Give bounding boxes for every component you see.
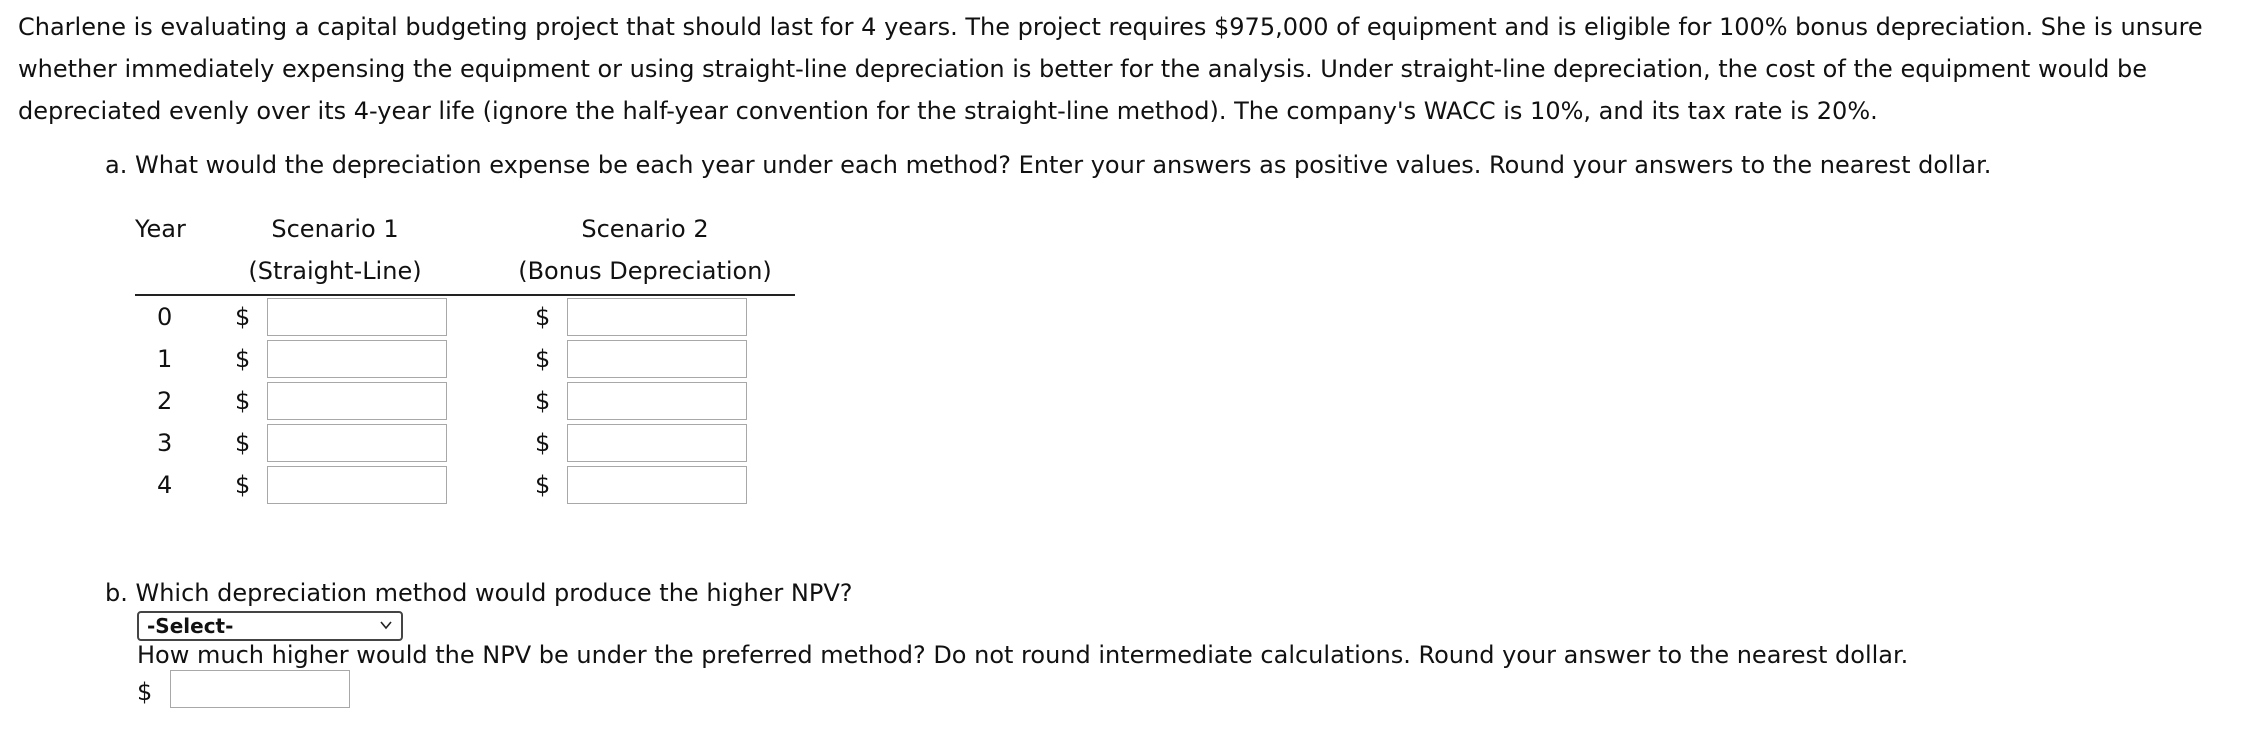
scenario1-subheader: (Straight-Line) (248, 257, 422, 285)
currency-symbol: $ (235, 303, 251, 331)
currency-symbol: $ (535, 387, 551, 415)
scenario2-year2-input[interactable] (567, 382, 747, 420)
part-b-question: b. Which depreciation method would produce the higher NPV? (105, 579, 853, 607)
scenario2-subheader: (Bonus Depreciation) (518, 257, 772, 285)
scenario1-year2-input[interactable] (267, 382, 447, 420)
scenario2-year1-input[interactable] (567, 340, 747, 378)
currency-symbol: $ (235, 387, 251, 415)
currency-symbol: $ (535, 429, 551, 457)
currency-symbol: $ (235, 471, 251, 499)
scenario1-year0-input[interactable] (267, 298, 447, 336)
currency-symbol: $ (235, 345, 251, 373)
year-label: 0 (157, 303, 173, 331)
scenario1-year4-input[interactable] (267, 466, 447, 504)
currency-symbol: $ (137, 678, 153, 706)
scenario1-header: Scenario 1 (271, 215, 399, 243)
scenario2-year3-input[interactable] (567, 424, 747, 462)
part-a-question: a. What would the depreciation expense be each year under each method? Enter your answers as positive values. Round your answers to the nearest dollar. (105, 151, 1992, 179)
year-label: 2 (157, 387, 173, 415)
chevron-down-icon (379, 618, 393, 632)
year-header: Year (135, 215, 186, 243)
scenario2-year4-input[interactable] (567, 466, 747, 504)
table-row (135, 381, 795, 421)
currency-symbol: $ (235, 429, 251, 457)
scenario2-year0-input[interactable] (567, 298, 747, 336)
header-divider (135, 294, 795, 296)
table-row (135, 339, 795, 379)
year-label: 3 (157, 429, 173, 457)
currency-symbol: $ (535, 303, 551, 331)
scenario1-year3-input[interactable] (267, 424, 447, 462)
problem-intro: Charlene is evaluating a capital budgeting project that should last for 4 years. The project requires $975,000 of equipment and is eligible for 100% bonus depreciation. She is unsure whether immediately expensing the equipment or using straight-line depreciation is better for the analysis. Under straight-line depreciation, the cost of the equipment would be depreciated evenly over its 4-year life (ignore the half-year convention for the straight-line method). The company's WACC is 10%, and its tax rate is 20%. (18, 13, 2203, 125)
table-row (135, 423, 795, 463)
year-label: 4 (157, 471, 173, 499)
scenario2-header: Scenario 2 (581, 215, 709, 243)
year-label: 1 (157, 345, 173, 373)
table-row (135, 465, 795, 505)
currency-symbol: $ (535, 345, 551, 373)
scenario1-year1-input[interactable] (267, 340, 447, 378)
npv-difference-input[interactable] (170, 670, 350, 708)
npv-difference-question: How much higher would the NPV be under the preferred method? Do not round intermediate calculations. Round your answer to the nearest dollar. (137, 641, 1909, 669)
method-select-value: -Select- (147, 614, 234, 638)
table-row (135, 297, 795, 337)
currency-symbol: $ (535, 471, 551, 499)
